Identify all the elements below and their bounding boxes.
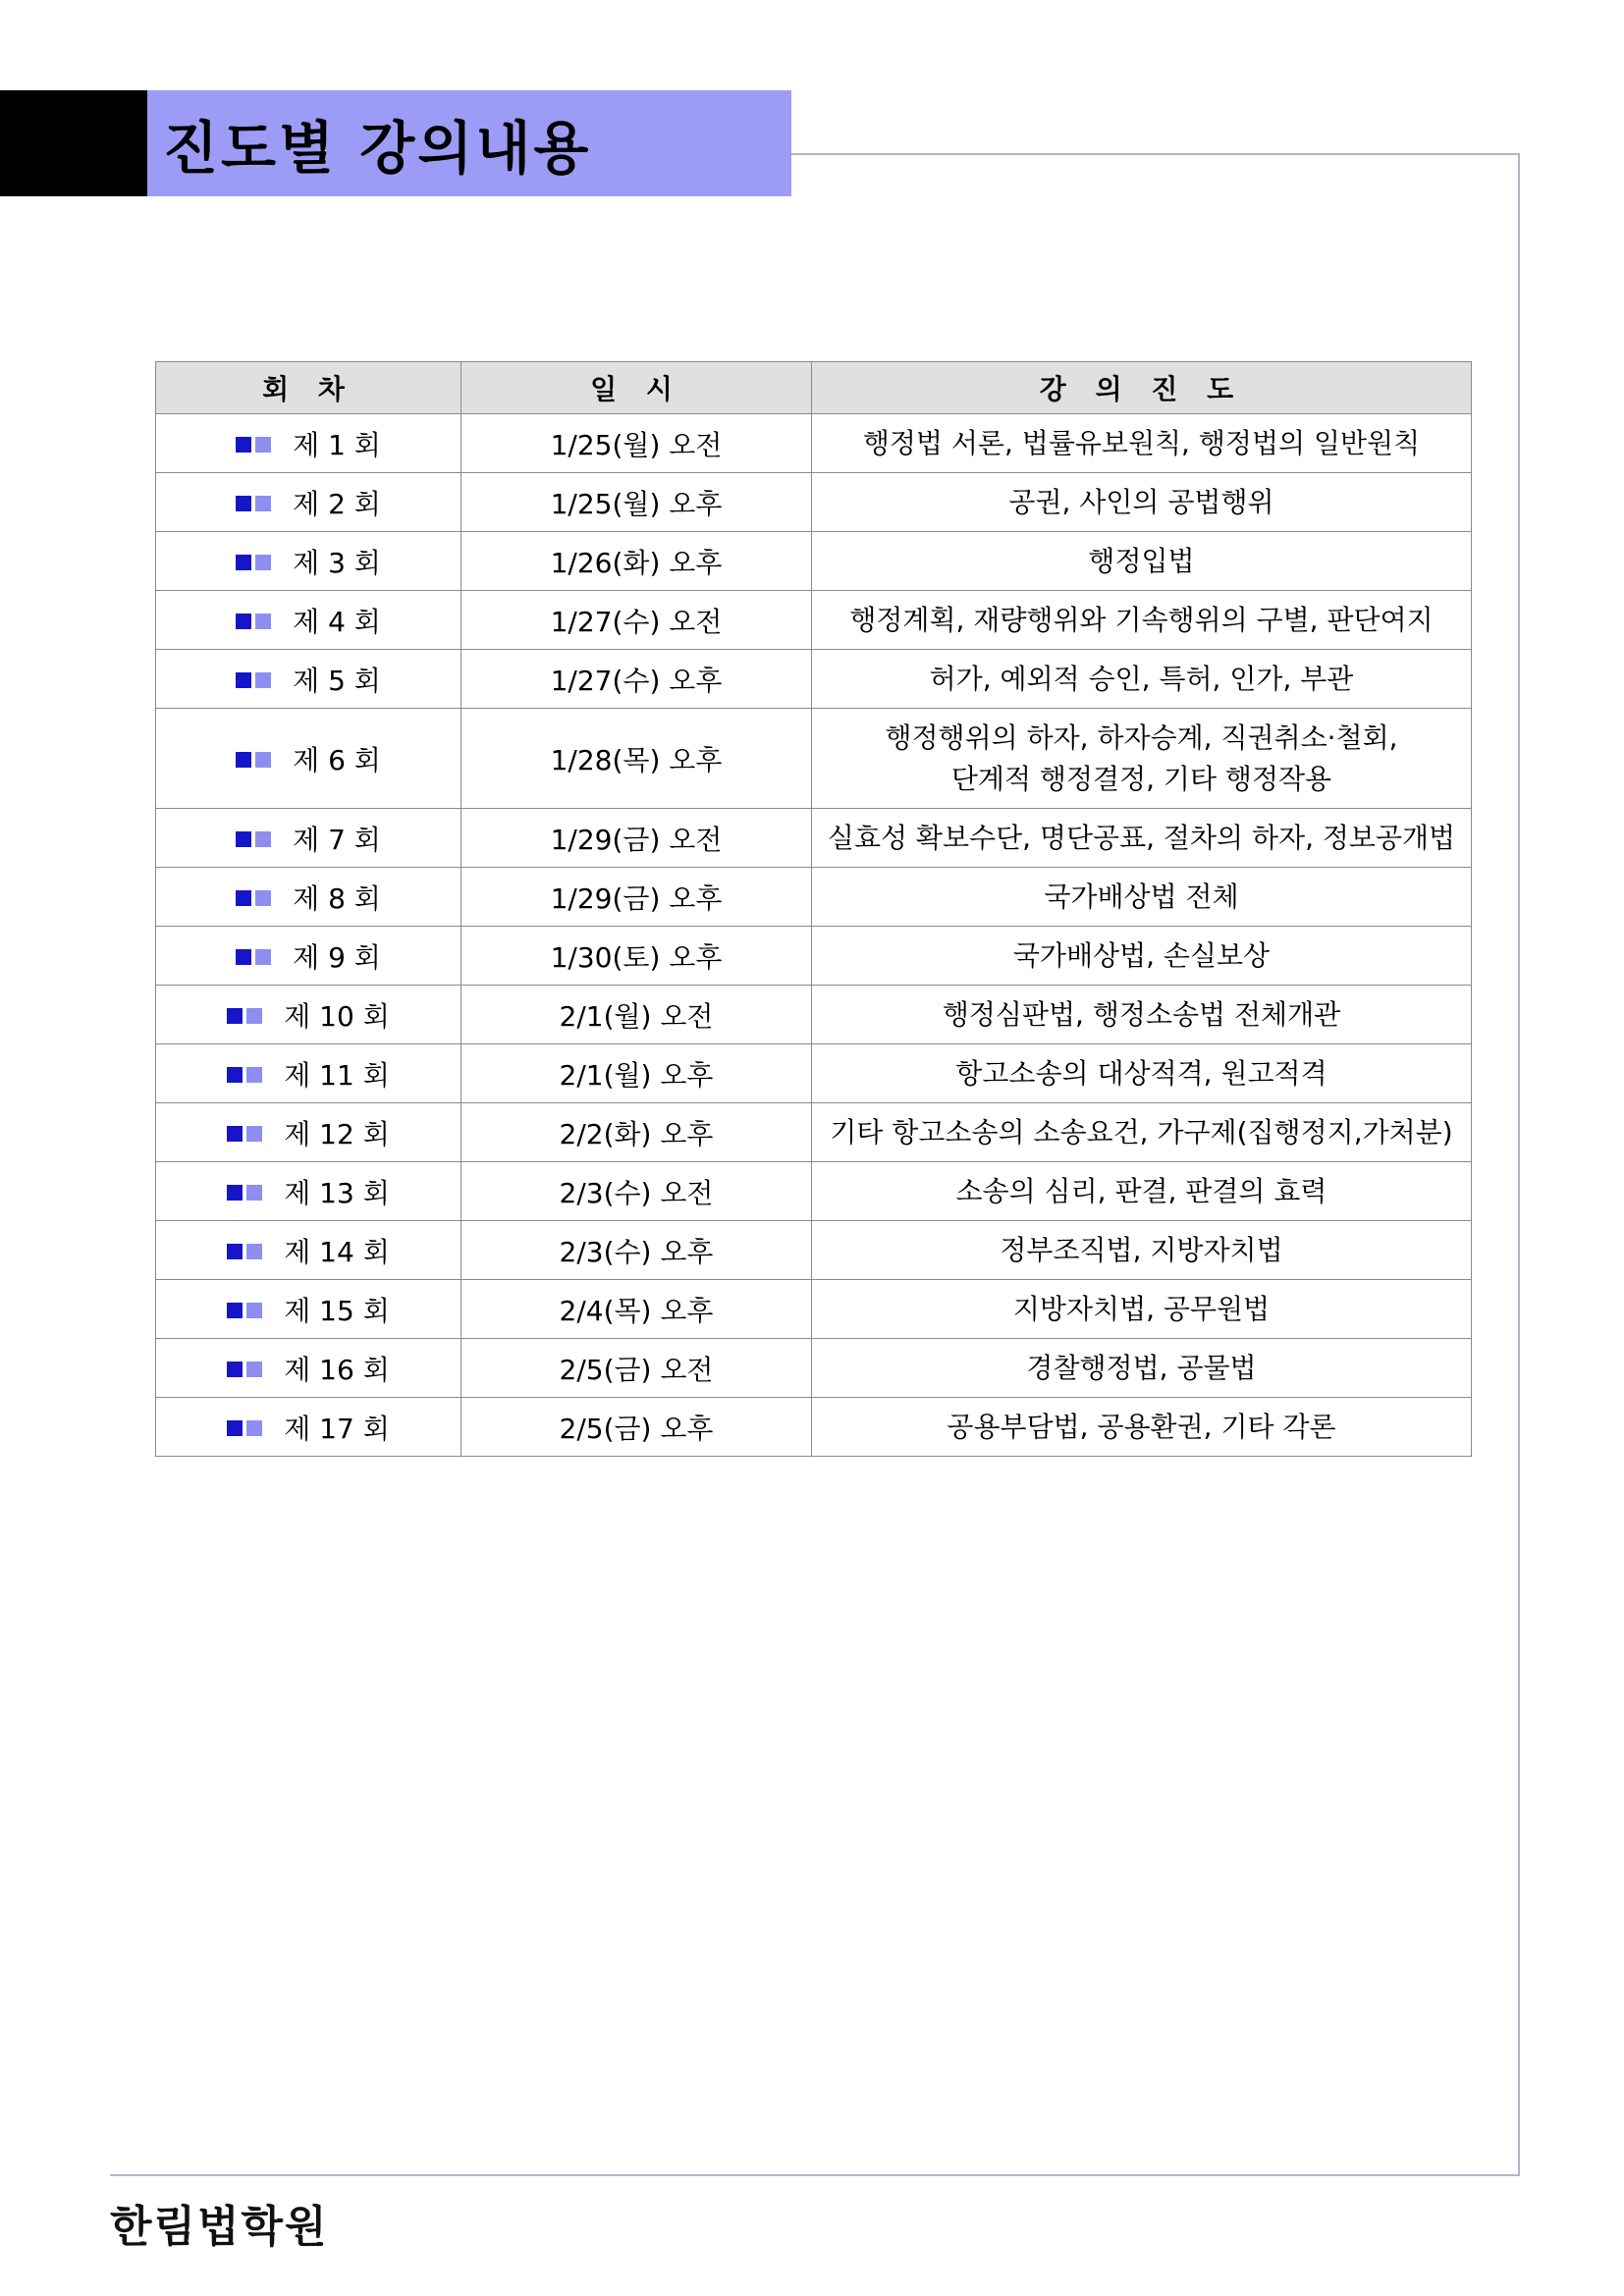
- progress-cell: 공용부담법, 공용환권, 기타 각론: [812, 1398, 1472, 1457]
- session-label: 제 7 회: [293, 823, 381, 856]
- light-square-icon: [255, 831, 271, 847]
- session-label: 제 3 회: [293, 546, 381, 579]
- progress-line: 행정행위의 하자, 하자승계, 직권취소·철회,: [885, 721, 1398, 754]
- progress-cell: 국가배상법, 손실보상: [812, 927, 1472, 986]
- bullet-squares-icon: [236, 604, 271, 636]
- progress-cell: 행정법 서론, 법률유보원칙, 행정법의 일반원칙: [812, 414, 1472, 473]
- table-row: [156, 1221, 1472, 1280]
- session-label: 제 17 회: [284, 1412, 390, 1445]
- bullet-squares-icon: [227, 1057, 262, 1090]
- datetime-cell: 2/4(목) 오후: [461, 1280, 812, 1339]
- dark-square-icon: [236, 496, 251, 511]
- progress-line: 단계적 행정결정, 기타 행정작용: [950, 762, 1332, 795]
- session-cell: [156, 1044, 461, 1103]
- progress-cell: 소송의 심리, 판결, 판결의 효력: [812, 1162, 1472, 1221]
- light-square-icon: [255, 890, 271, 906]
- light-square-icon: [246, 1067, 262, 1083]
- session-cell: [156, 473, 461, 532]
- session-label: 제 15 회: [284, 1294, 390, 1327]
- table-row: [156, 709, 1472, 809]
- datetime-cell: 2/3(수) 오후: [461, 1221, 812, 1280]
- header-black-block: [0, 90, 147, 196]
- bullet-squares-icon: [227, 1293, 262, 1325]
- table-row: [156, 1339, 1472, 1398]
- light-square-icon: [246, 1008, 262, 1024]
- progress-cell: 행정계획, 재량행위와 기속행위의 구별, 판단여지: [812, 591, 1472, 650]
- progress-cell: 지방자치법, 공무원법: [812, 1280, 1472, 1339]
- table-row: [156, 927, 1472, 986]
- header-band: [147, 90, 791, 196]
- progress-cell: 실효성 확보수단, 명단공표, 절차의 하자, 정보공개법: [812, 809, 1472, 868]
- session-cell: [156, 591, 461, 650]
- bullet-squares-icon: [227, 1116, 262, 1148]
- table-row: [156, 591, 1472, 650]
- datetime-cell: 2/2(화) 오후: [461, 1103, 812, 1162]
- session-cell: [156, 927, 461, 986]
- session-cell: [156, 1162, 461, 1221]
- dark-square-icon: [227, 1303, 243, 1318]
- datetime-cell: 1/26(화) 오후: [461, 532, 812, 591]
- bullet-squares-icon: [236, 663, 271, 695]
- dark-square-icon: [227, 1067, 243, 1083]
- session-cell: [156, 709, 461, 809]
- dark-square-icon: [236, 672, 251, 688]
- bullet-squares-icon: [227, 998, 262, 1031]
- bullet-squares-icon: [236, 545, 271, 577]
- table-row: [156, 1103, 1472, 1162]
- session-label: 제 9 회: [293, 940, 381, 974]
- dark-square-icon: [227, 1126, 243, 1142]
- column-header-session: 회 차: [156, 362, 461, 414]
- datetime-cell: 1/27(수) 오전: [461, 591, 812, 650]
- table-row: [156, 1044, 1472, 1103]
- table-row: [156, 650, 1472, 709]
- light-square-icon: [255, 555, 271, 570]
- datetime-cell: 1/30(토) 오후: [461, 927, 812, 986]
- session-label: 제 14 회: [284, 1235, 390, 1268]
- bullet-squares-icon: [227, 1352, 262, 1384]
- session-cell: [156, 1221, 461, 1280]
- light-square-icon: [246, 1244, 262, 1259]
- session-label: 제 11 회: [284, 1058, 390, 1092]
- session-label: 제 12 회: [284, 1117, 390, 1150]
- session-label: 제 6 회: [293, 743, 381, 776]
- dark-square-icon: [236, 752, 251, 768]
- schedule-table: [155, 361, 1472, 1457]
- datetime-cell: 1/29(금) 오전: [461, 809, 812, 868]
- session-label: 제 1 회: [293, 428, 381, 461]
- session-cell: [156, 1339, 461, 1398]
- dark-square-icon: [236, 831, 251, 847]
- table-row: [156, 414, 1472, 473]
- datetime-cell: 1/28(목) 오후: [461, 709, 812, 809]
- frame-bottom-line: [110, 2174, 1520, 2176]
- session-label: 제 13 회: [284, 1176, 390, 1209]
- column-header-datetime: 일 시: [461, 362, 812, 414]
- datetime-cell: 2/5(금) 오후: [461, 1398, 812, 1457]
- dark-square-icon: [236, 890, 251, 906]
- light-square-icon: [246, 1126, 262, 1142]
- datetime-cell: 2/1(월) 오전: [461, 986, 812, 1044]
- dark-square-icon: [227, 1185, 243, 1201]
- column-header-progress: 강 의 진 도: [812, 362, 1472, 414]
- progress-cell: 허가, 예외적 승인, 특허, 인가, 부관: [812, 650, 1472, 709]
- light-square-icon: [255, 752, 271, 768]
- progress-cell: 행정심판법, 행정소송법 전체개관: [812, 986, 1472, 1044]
- bullet-squares-icon: [236, 939, 271, 972]
- frame-top-line: [791, 153, 1520, 155]
- session-cell: [156, 1280, 461, 1339]
- progress-cell: 공권, 사인의 공법행위: [812, 473, 1472, 532]
- table-row: [156, 809, 1472, 868]
- table-row: [156, 868, 1472, 927]
- session-cell: [156, 650, 461, 709]
- session-cell: [156, 1398, 461, 1457]
- light-square-icon: [246, 1303, 262, 1318]
- bullet-squares-icon: [236, 427, 271, 459]
- session-label: 제 2 회: [293, 487, 381, 520]
- datetime-cell: 2/3(수) 오전: [461, 1162, 812, 1221]
- datetime-cell: 1/29(금) 오후: [461, 868, 812, 927]
- session-label: 제 16 회: [284, 1353, 390, 1386]
- session-cell: [156, 986, 461, 1044]
- datetime-cell: 1/27(수) 오후: [461, 650, 812, 709]
- light-square-icon: [255, 614, 271, 629]
- bullet-squares-icon: [227, 1411, 262, 1443]
- table-row: [156, 1280, 1472, 1339]
- datetime-cell: 1/25(월) 오후: [461, 473, 812, 532]
- light-square-icon: [255, 496, 271, 511]
- bullet-squares-icon: [236, 742, 271, 774]
- session-cell: [156, 868, 461, 927]
- light-square-icon: [255, 672, 271, 688]
- table-row: [156, 1162, 1472, 1221]
- light-square-icon: [255, 949, 271, 965]
- table-row: [156, 1398, 1472, 1457]
- light-square-icon: [246, 1420, 262, 1436]
- session-label: 제 4 회: [293, 605, 381, 638]
- datetime-cell: 1/25(월) 오전: [461, 414, 812, 473]
- dark-square-icon: [227, 1362, 243, 1377]
- dark-square-icon: [227, 1244, 243, 1259]
- bullet-squares-icon: [236, 486, 271, 518]
- bullet-squares-icon: [227, 1234, 262, 1266]
- dark-square-icon: [236, 437, 251, 453]
- light-square-icon: [246, 1185, 262, 1201]
- datetime-cell: 2/5(금) 오전: [461, 1339, 812, 1398]
- session-label: 제 10 회: [284, 999, 390, 1033]
- progress-cell: 항고소송의 대상적격, 원고적격: [812, 1044, 1472, 1103]
- session-label: 제 8 회: [293, 881, 381, 915]
- dark-square-icon: [236, 555, 251, 570]
- progress-cell: [812, 709, 1472, 809]
- dark-square-icon: [227, 1420, 243, 1436]
- bullet-squares-icon: [236, 881, 271, 913]
- session-cell: [156, 414, 461, 473]
- frame-right-line: [1518, 153, 1520, 2175]
- light-square-icon: [246, 1362, 262, 1377]
- table-header-row: [156, 362, 1472, 414]
- light-square-icon: [255, 437, 271, 453]
- progress-cell: 정부조직법, 지방자치법: [812, 1221, 1472, 1280]
- table-row: [156, 986, 1472, 1044]
- table-row: [156, 532, 1472, 591]
- table-row: [156, 473, 1472, 532]
- progress-cell: 행정입법: [812, 532, 1472, 591]
- academy-logo: 한림법학원: [110, 2202, 329, 2252]
- session-cell: [156, 532, 461, 591]
- dark-square-icon: [236, 614, 251, 629]
- bullet-squares-icon: [236, 822, 271, 854]
- progress-cell: 경찰행정법, 공물법: [812, 1339, 1472, 1398]
- session-label: 제 5 회: [293, 664, 381, 697]
- session-cell: [156, 809, 461, 868]
- bullet-squares-icon: [227, 1175, 262, 1207]
- datetime-cell: 2/1(월) 오후: [461, 1044, 812, 1103]
- dark-square-icon: [236, 949, 251, 965]
- progress-cell: 기타 항고소송의 소송요건, 가구제(집행정지,가처분): [812, 1103, 1472, 1162]
- session-cell: [156, 1103, 461, 1162]
- dark-square-icon: [227, 1008, 243, 1024]
- progress-cell: 국가배상법 전체: [812, 868, 1472, 927]
- page-title: 진도별 강의내용: [163, 115, 592, 182]
